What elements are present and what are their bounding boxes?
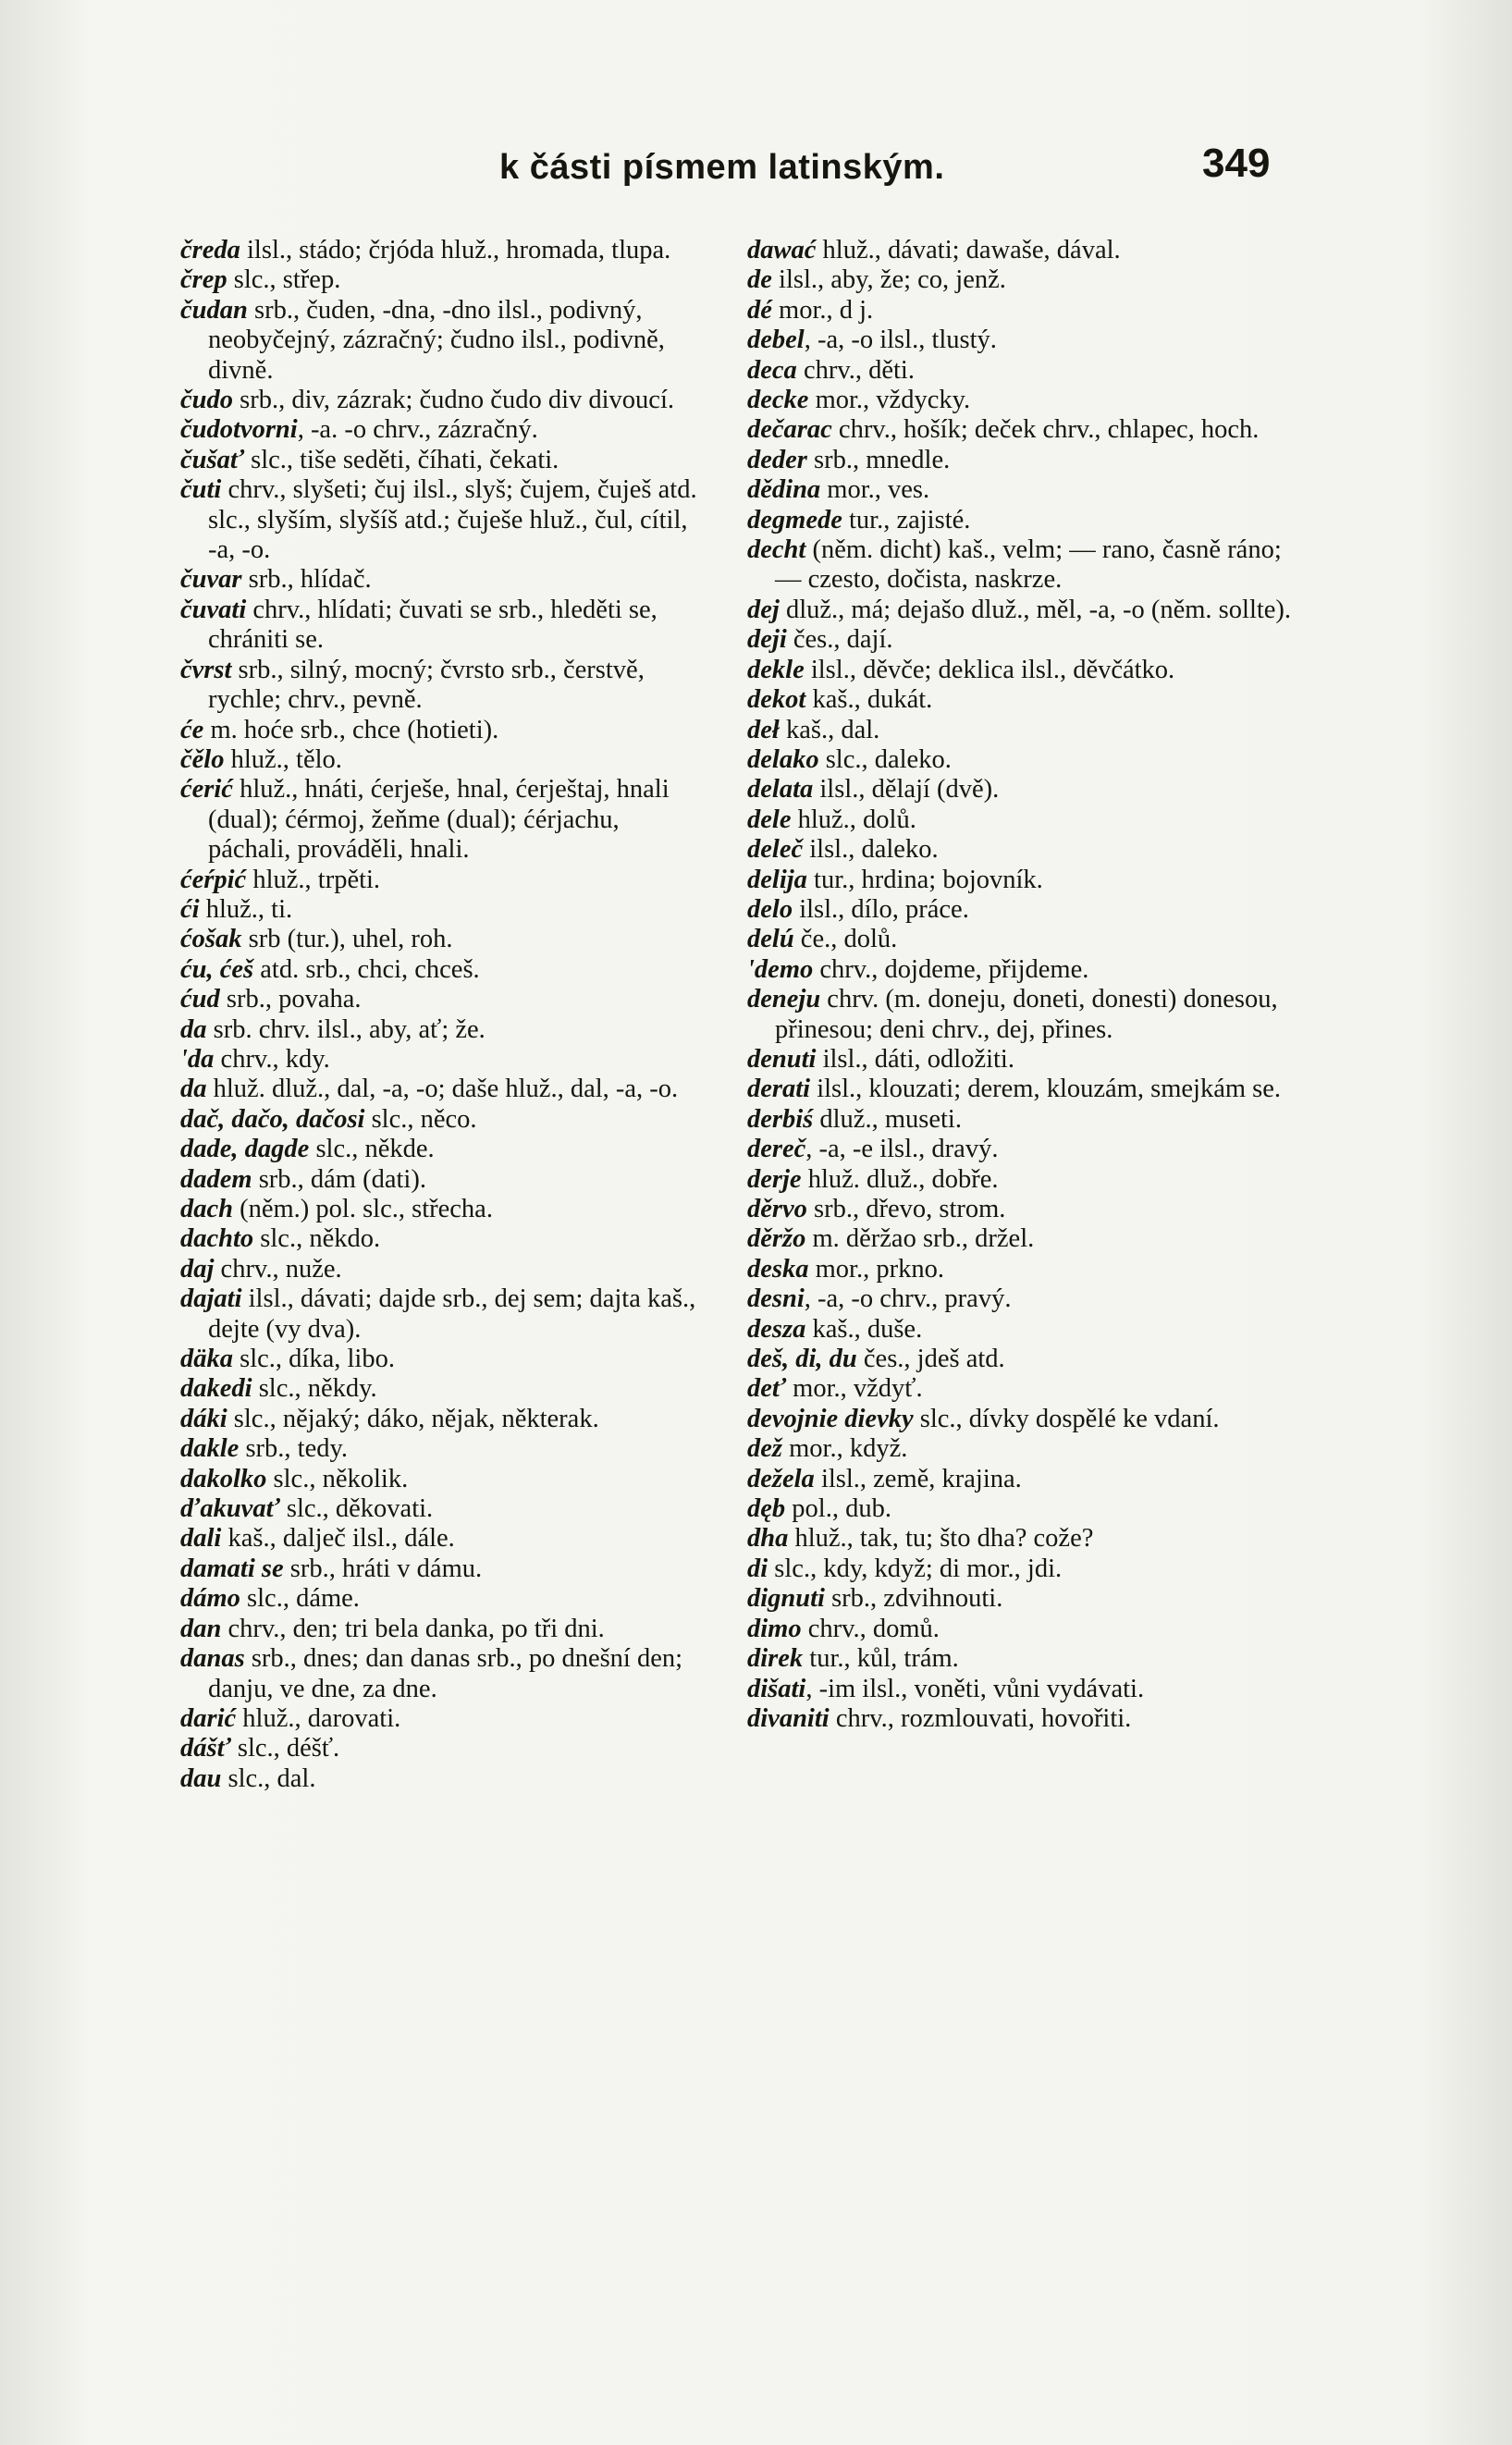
- entry-headword: derje: [747, 1164, 802, 1194]
- dictionary-entry: [180, 656, 698, 716]
- entry-headword: čuti: [180, 475, 222, 505]
- entry-definition: srb., hlídač.: [241, 565, 372, 595]
- entry-headword: derati: [747, 1075, 811, 1104]
- dictionary-entry: [747, 446, 1293, 475]
- dictionary-entry: [180, 415, 698, 445]
- entry-headword: čudo: [180, 386, 233, 415]
- entry-definition: slc., střep.: [227, 265, 341, 295]
- entry-definition: srb., mnedle.: [806, 445, 951, 474]
- entry-definition: mor., d j.: [771, 295, 874, 325]
- entry-definition: tur., kůl, trám.: [803, 1644, 959, 1674]
- entry-headword: deder: [747, 445, 807, 474]
- entry-headword: dali: [180, 1524, 222, 1554]
- dictionary-entry: [180, 446, 698, 475]
- entry-headword: děržo: [747, 1224, 806, 1254]
- dictionary-entry: [747, 955, 1293, 985]
- dictionary-entry: [180, 236, 698, 265]
- entry-definition: slc., dívky dospělé ke vdaní.: [913, 1404, 1220, 1433]
- entry-headword: de: [747, 265, 772, 295]
- entry-headword: decht: [747, 535, 806, 565]
- dictionary-entry: [747, 925, 1293, 954]
- entry-headword: dač, dačo, dačosi: [180, 1104, 365, 1134]
- entry-definition: ilsl., dáti, odložiti.: [816, 1044, 1014, 1074]
- dictionary-entry: [747, 1255, 1293, 1284]
- entry-definition: dluž., museti.: [813, 1104, 962, 1134]
- entry-definition: kaš., dalječ ilsl., dále.: [221, 1524, 455, 1554]
- dictionary-entry: [747, 716, 1293, 745]
- entry-definition: srb (tur.), uhel, roh.: [241, 925, 453, 954]
- entry-headword: dakedi: [180, 1374, 252, 1404]
- entry-headword: dereč: [747, 1135, 806, 1164]
- dictionary-entry: [180, 1524, 698, 1554]
- entry-definition: slc., nějaký; dáko, nějak, některak.: [227, 1404, 599, 1433]
- entry-definition: , -a. -o chrv., zázračný.: [297, 415, 538, 445]
- entry-headword: direk: [747, 1644, 804, 1674]
- entry-definition: hluž., ti.: [199, 894, 293, 924]
- entry-definition: slc., někde.: [309, 1135, 435, 1164]
- entry-headword: derbiś: [747, 1104, 814, 1134]
- dictionary-entry: [180, 1434, 698, 1464]
- entry-definition: slc., dáme.: [240, 1584, 360, 1614]
- dictionary-entry: [180, 1615, 698, 1644]
- entry-definition: čes., dají.: [786, 625, 893, 655]
- entry-headword: dakle: [180, 1434, 240, 1464]
- dictionary-entry: [180, 1165, 698, 1195]
- dictionary-entry: [180, 925, 698, 954]
- right-column: [747, 236, 1293, 1734]
- entry-definition: slc., děkovati.: [279, 1494, 434, 1524]
- entry-headword: delija: [747, 865, 807, 894]
- entry-definition: srb., čuden, -dna, -dno ilsl., podivný, neobyčejný, zázračný; čudno ilsl., podivně, divně.: [208, 295, 665, 385]
- entry-definition: srb. chrv. ilsl., aby, ať; že.: [206, 1014, 486, 1044]
- dictionary-entry: [747, 1315, 1293, 1345]
- entry-headword: dědina: [747, 475, 821, 505]
- entry-headword: deš, di, du: [747, 1345, 857, 1374]
- entry-headword: čušať: [180, 445, 244, 474]
- dictionary-entry: [180, 565, 698, 595]
- entry-headword: dachto: [180, 1224, 254, 1254]
- entry-headword: deneju: [747, 985, 821, 1014]
- dictionary-entry: [180, 1135, 698, 1164]
- entry-headword: 'demo: [747, 954, 814, 984]
- entry-definition: chrv., děti.: [796, 355, 915, 385]
- entry-headword: 'da: [180, 1044, 215, 1074]
- entry-definition: srb., div, zázrak; čudno čudo div divoucí.: [233, 386, 674, 415]
- entry-headword: dau: [180, 1763, 222, 1793]
- entry-definition: chrv., rozmlouvati, hovořiti.: [829, 1703, 1132, 1733]
- entry-definition: slc., dal.: [221, 1763, 316, 1793]
- entry-definition: chrv. (m. doneju, doneti, donesti) donesou, přinesou; deni chrv., dej, přines.: [775, 985, 1278, 1044]
- entry-headword: dawać: [747, 236, 817, 264]
- entry-definition: ilsl., dělají (dvě).: [813, 775, 1000, 805]
- dictionary-entry: [747, 1494, 1293, 1524]
- entry-headword: delo: [747, 894, 793, 924]
- dictionary-entry: [180, 1644, 698, 1704]
- entry-headword: čvrst: [180, 655, 232, 684]
- entry-headword: deleč: [747, 835, 804, 865]
- dictionary-entry: [180, 296, 698, 386]
- entry-definition: kaš., duše.: [805, 1314, 923, 1344]
- entry-headword: dha: [747, 1524, 789, 1554]
- entry-headword: delako: [747, 744, 819, 774]
- entry-headword: dele: [747, 805, 792, 834]
- entry-headword: deca: [747, 355, 797, 385]
- dictionary-entry: [747, 895, 1293, 925]
- entry-definition: chrv., hošík; deček chrv., chlapec, hoch.: [831, 415, 1260, 445]
- entry-definition: srb., tedy.: [239, 1434, 349, 1464]
- entry-headword: dé: [747, 295, 772, 325]
- entry-definition: če., dolů.: [793, 925, 898, 954]
- entry-definition: hluž., darovati.: [236, 1703, 401, 1733]
- entry-headword: ćeŕpić: [180, 865, 247, 894]
- entry-definition: hluž., dolů.: [791, 805, 916, 834]
- dictionary-entry: [180, 1195, 698, 1224]
- entry-definition: hluž., dávati; dawaše, dával.: [816, 236, 1121, 264]
- entry-headword: di: [747, 1554, 768, 1583]
- dictionary-entry: [180, 716, 698, 745]
- page-number: 349: [1202, 141, 1271, 186]
- dictionary-entry: [747, 1195, 1293, 1224]
- entry-headword: dekle: [747, 655, 805, 684]
- dictionary-entry: [747, 1224, 1293, 1254]
- dictionary-entry: [747, 625, 1293, 655]
- entry-definition: slc., kdy, když; di mor., jdi.: [768, 1554, 1063, 1583]
- entry-definition: , -a, -o ilsl., tlustý.: [804, 326, 997, 355]
- dictionary-entry: [180, 1075, 698, 1104]
- entry-headword: ćud: [180, 985, 220, 1014]
- entry-definition: chrv., domů.: [801, 1614, 940, 1643]
- entry-definition: čes., jdeš atd.: [856, 1345, 1005, 1374]
- dictionary-entry: [180, 1405, 698, 1434]
- entry-definition: chrv., slyšeti; čuj ilsl., slyš; čujem, čuješ atd. slc., slyším, slyšíš atd.; čuješe hluž., čul, cítil, -a, -o.: [208, 475, 697, 565]
- entry-headword: deť: [747, 1374, 787, 1404]
- entry-definition: hluž. dluž., dobře.: [801, 1164, 999, 1194]
- dictionary-entry: [180, 386, 698, 415]
- running-head: k části písmem latinským.: [499, 148, 945, 187]
- entry-headword: dignuti: [747, 1584, 825, 1614]
- entry-definition: , -a, -o chrv., pravý.: [804, 1284, 1012, 1314]
- entry-headword: dež: [747, 1434, 782, 1464]
- entry-definition: ilsl., země, krajina.: [814, 1464, 1022, 1493]
- dictionary-entry: [747, 1374, 1293, 1404]
- dictionary-entry: [180, 1105, 698, 1135]
- dictionary-entry: [747, 805, 1293, 835]
- dictionary-entry: [180, 745, 698, 775]
- entry-headword: desza: [747, 1314, 806, 1344]
- entry-definition: , -im ilsl., voněti, vůni vydávati.: [805, 1674, 1145, 1703]
- entry-headword: dišati: [747, 1674, 806, 1703]
- entry-definition: slc., něco.: [364, 1104, 477, 1134]
- entry-headword: divaniti: [747, 1703, 830, 1733]
- entry-definition: tur., zajisté.: [842, 505, 971, 534]
- dictionary-entry: [747, 835, 1293, 865]
- entry-headword: dade, dagde: [180, 1135, 310, 1164]
- entry-headword: da: [180, 1014, 207, 1044]
- entry-headword: čudotvorni: [180, 415, 298, 445]
- page-header: [0, 141, 1512, 203]
- entry-headword: ćerić: [180, 775, 233, 805]
- dictionary-entry: [747, 775, 1293, 805]
- entry-headword: dimo: [747, 1614, 802, 1643]
- left-column: [180, 236, 698, 1794]
- dictionary-entry: [747, 1554, 1293, 1584]
- dictionary-entry: [747, 866, 1293, 895]
- entry-headword: danas: [180, 1644, 245, 1674]
- dictionary-entry: [747, 1465, 1293, 1494]
- entry-definition: ilsl., daleko.: [803, 835, 939, 865]
- dictionary-entry: [747, 745, 1293, 775]
- entry-definition: srb., dám (dati).: [252, 1164, 426, 1194]
- entry-headword: ći: [180, 894, 200, 924]
- entry-definition: atd. srb., chci, chceš.: [253, 954, 480, 984]
- entry-definition: m. hoće srb., chce (hotieti).: [203, 715, 499, 744]
- entry-definition: kaš., dukát.: [805, 685, 933, 715]
- entry-headword: dan: [180, 1614, 222, 1643]
- entry-headword: čělo: [180, 744, 225, 774]
- entry-definition: chrv., den; tri bela danka, po tři dni.: [221, 1614, 605, 1643]
- dictionary-entry: [180, 1255, 698, 1284]
- dictionary-entry: [747, 475, 1293, 505]
- dictionary-entry: [180, 1764, 698, 1794]
- dictionary-entry: [747, 985, 1293, 1045]
- entry-headword: daj: [180, 1254, 215, 1284]
- entry-definition: mor., prkno.: [808, 1254, 944, 1284]
- entry-headword: děrvo: [747, 1195, 807, 1223]
- entry-definition: dluž., má; dejašo dluž., měl, -a, -o (něm. sollte).: [779, 595, 1292, 624]
- entry-definition: ilsl., děvče; deklica ilsl., děvčátko.: [804, 655, 1175, 684]
- entry-headword: damati se: [180, 1554, 284, 1583]
- entry-definition: hluž., hnáti, ćerješe, hnal, ćerještaj, hnali (dual); ćérmoj, žeňme (dual); ćérjachu, páchali, prováděli, hnali.: [208, 775, 670, 865]
- entry-headword: dęb: [747, 1494, 786, 1524]
- entry-headword: dadem: [180, 1164, 252, 1194]
- entry-definition: slc., někdy.: [252, 1374, 377, 1404]
- dictionary-entry: [180, 475, 698, 565]
- entry-definition: mor., vždycky.: [808, 386, 971, 415]
- dictionary-entry: [747, 386, 1293, 415]
- entry-headword: delú: [747, 925, 794, 954]
- dictionary-entry: [747, 236, 1293, 265]
- entry-headword: debel: [747, 326, 805, 355]
- entry-definition: (něm. dicht) kaš., velm; — rano, časně ráno; — czesto, dočista, naskrze.: [775, 535, 1282, 595]
- entry-definition: hluž., tělo.: [224, 744, 342, 774]
- entry-definition: pol., dub.: [785, 1494, 891, 1524]
- dictionary-entry: [180, 985, 698, 1014]
- entry-headword: čudan: [180, 295, 248, 325]
- entry-definition: hluž., tak, tu; što dha? cože?: [788, 1524, 1094, 1554]
- entry-definition: mor., když.: [782, 1434, 908, 1464]
- entry-definition: ilsl., stádo; črjóda hluž., hromada, tlupa.: [240, 236, 671, 264]
- entry-headword: deska: [747, 1254, 809, 1284]
- entry-definition: ilsl., klouzati; derem, klouzám, smejkám se.: [810, 1075, 1282, 1104]
- dictionary-entry: [747, 356, 1293, 386]
- dictionary-entry: [747, 1045, 1293, 1075]
- entry-headword: ću, ćeš: [180, 954, 254, 984]
- dictionary-entry: [180, 1734, 698, 1763]
- entry-definition: mor., vždyť.: [786, 1374, 923, 1404]
- entry-headword: dekot: [747, 685, 806, 715]
- entry-headword: čuvati: [180, 595, 247, 624]
- dictionary-entry: [747, 1524, 1293, 1554]
- entry-definition: slc., někdo.: [253, 1224, 381, 1254]
- entry-headword: dečarac: [747, 415, 832, 445]
- dictionary-entry: [747, 1704, 1293, 1734]
- entry-headword: dajati: [180, 1284, 242, 1314]
- dictionary-entry: [747, 1675, 1293, 1704]
- entry-definition: chrv., kdy.: [214, 1044, 330, 1074]
- entry-headword: dakolko: [180, 1464, 267, 1493]
- entry-headword: dáki: [180, 1404, 227, 1433]
- entry-definition: m. děržao srb., držel.: [805, 1224, 1035, 1254]
- dictionary-entry: [747, 296, 1293, 326]
- entry-headword: denuti: [747, 1044, 817, 1074]
- dictionary-entry: [747, 415, 1293, 445]
- entry-definition: srb., zdvihnouti.: [824, 1584, 1003, 1614]
- entry-headword: dej: [747, 595, 780, 624]
- dictionary-entry: [180, 1465, 698, 1494]
- entry-headword: deji: [747, 625, 787, 655]
- dictionary-entry: [747, 1135, 1293, 1164]
- dictionary-entry: [180, 866, 698, 895]
- dictionary-entry: [747, 596, 1293, 625]
- entry-definition: hluž. dluž., dal, -a, -o; daše hluž., dal, -a, -o.: [206, 1075, 679, 1104]
- entry-definition: (něm.) pol. slc., střecha.: [233, 1195, 493, 1223]
- entry-definition: srb., hráti v dámu.: [283, 1554, 483, 1583]
- entry-definition: chrv., hlídati; čuvati se srb., hleděti se, chrániti se.: [208, 595, 658, 655]
- dictionary-entry: [747, 1165, 1293, 1195]
- entry-headword: će: [180, 715, 204, 744]
- entry-definition: srb., dnes; dan danas srb., po dnešní den; danju, ve dne, za dne.: [208, 1644, 683, 1703]
- entry-headword: degmede: [747, 505, 842, 534]
- dictionary-entry: [180, 1494, 698, 1524]
- dictionary-entry: [180, 265, 698, 295]
- entry-definition: hluž., trpěti.: [246, 865, 381, 894]
- dictionary-entry: [180, 1704, 698, 1734]
- dictionary-entry: [180, 1224, 698, 1254]
- entry-headword: deł: [747, 715, 780, 744]
- entry-definition: ilsl., dílo, práce.: [793, 894, 969, 924]
- dictionary-entry: [747, 1075, 1293, 1104]
- dictionary-entry: [747, 326, 1293, 355]
- dictionary-entry: [180, 1554, 698, 1584]
- entry-definition: srb., dřevo, strom.: [806, 1195, 1006, 1223]
- entry-headword: da: [180, 1075, 207, 1104]
- entry-definition: chrv., dojdeme, přijdeme.: [813, 954, 1089, 984]
- dictionary-entry: [747, 1405, 1293, 1434]
- dictionary-entry: [747, 1284, 1293, 1314]
- dictionary-entry: [180, 1045, 698, 1075]
- dictionary-entry: [180, 895, 698, 925]
- entry-definition: chrv., nuže.: [214, 1254, 342, 1284]
- dictionary-entry: [180, 596, 698, 656]
- entry-headword: dášť: [180, 1734, 231, 1763]
- entry-definition: ilsl., dávati; dajde srb., dej sem; dajta kaš., dejte (vy dva).: [208, 1284, 696, 1344]
- entry-headword: dach: [180, 1195, 233, 1223]
- entry-headword: čreda: [180, 236, 240, 264]
- entry-headword: dámo: [180, 1584, 240, 1614]
- entry-headword: dežela: [747, 1464, 815, 1493]
- dictionary-entry: [747, 1584, 1293, 1614]
- entry-definition: ilsl., aby, že; co, jenž.: [771, 265, 1006, 295]
- dictionary-entry: [180, 1015, 698, 1045]
- dictionary-entry: [747, 1644, 1293, 1674]
- entry-definition: kaš., dal.: [779, 715, 880, 744]
- entry-definition: srb., povaha.: [219, 985, 362, 1014]
- entry-definition: slc., tiše seděti, číhati, čekati.: [243, 445, 559, 474]
- entry-headword: ćošak: [180, 925, 242, 954]
- entry-definition: tur., hrdina; bojovník.: [806, 865, 1043, 894]
- dictionary-entry: [180, 955, 698, 985]
- dictionary-entry: [747, 1434, 1293, 1464]
- dictionary-entry: [180, 1374, 698, 1404]
- entry-definition: slc., díka, libo.: [233, 1345, 395, 1374]
- dictionary-entry: [747, 685, 1293, 715]
- dictionary-entry: [747, 535, 1293, 596]
- entry-headword: črep: [180, 265, 227, 295]
- entry-definition: mor., ves.: [820, 475, 930, 505]
- dictionary-entry: [747, 1105, 1293, 1135]
- entry-headword: delata: [747, 775, 814, 805]
- dictionary-entry: [747, 506, 1293, 535]
- entry-definition: srb., silný, mocný; čvrsto srb., čerstvě, rychle; chrv., pevně.: [208, 655, 645, 715]
- entry-headword: desni: [747, 1284, 805, 1314]
- dictionary-entry: [747, 656, 1293, 685]
- dictionary-entry: [180, 1284, 698, 1345]
- entry-definition: slc., daleko.: [818, 744, 952, 774]
- dictionary-entry: [180, 1345, 698, 1374]
- dictionary-entry: [747, 1345, 1293, 1374]
- entry-definition: , -a, -e ilsl., dravý.: [805, 1135, 999, 1164]
- dictionary-entry: [180, 1584, 698, 1614]
- entry-headword: ďakuvať: [180, 1494, 280, 1524]
- dictionary-entry: [747, 265, 1293, 295]
- entry-definition: slc., několik.: [266, 1464, 409, 1493]
- dictionary-entry: [180, 775, 698, 865]
- entry-headword: darić: [180, 1703, 237, 1733]
- entry-headword: däka: [180, 1345, 233, 1374]
- dictionary-entry: [747, 1615, 1293, 1644]
- entry-headword: devojnie dievky: [747, 1404, 914, 1433]
- entry-headword: čuvar: [180, 565, 242, 595]
- entry-definition: slc., déšť.: [230, 1734, 340, 1763]
- entry-headword: decke: [747, 386, 809, 415]
